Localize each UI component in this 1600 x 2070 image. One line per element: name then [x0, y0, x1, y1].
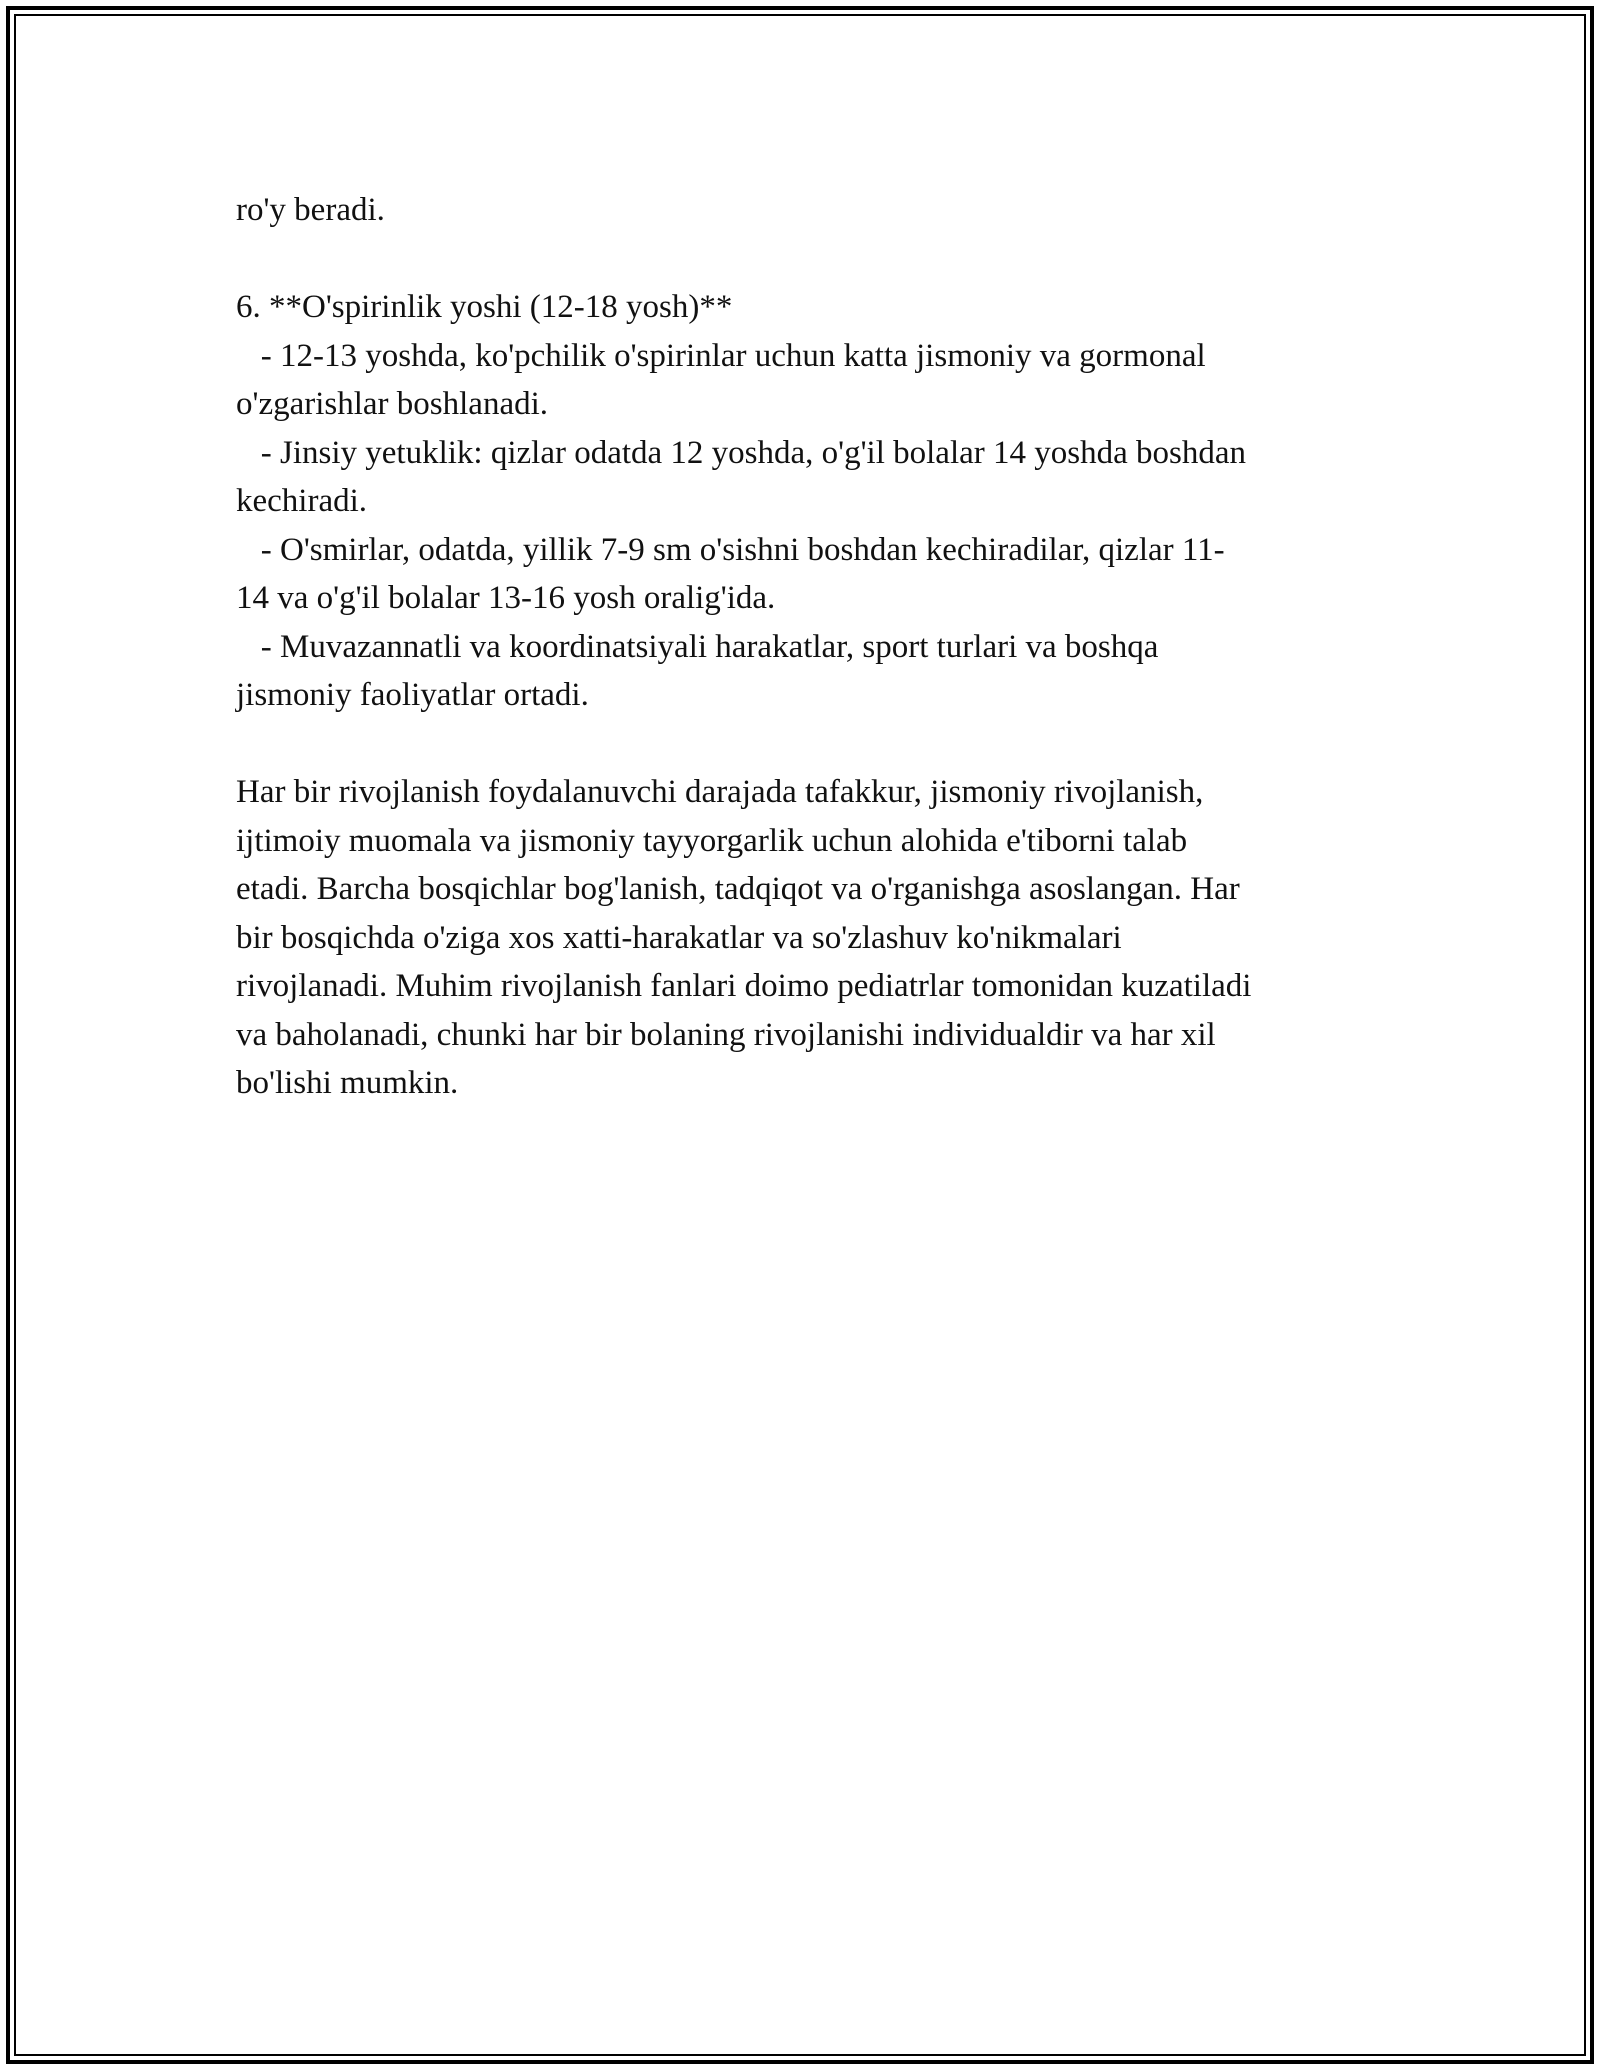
section-adolescence — [236, 283, 1366, 720]
summary-line: bo'lishi mumkin. — [236, 1065, 459, 1101]
bullet-item — [236, 332, 1366, 429]
summary-line: etadi. Barcha bosqichlar bog'lanish, tadqiqot va o'rganishga asoslangan. Har — [236, 871, 1240, 907]
bullet-line: - Jinsiy yetuklik: qizlar odatda 12 yoshda, o'g'il bolalar 14 yoshda boshdan — [236, 434, 1246, 471]
bullet-item — [236, 623, 1366, 720]
bullet-line: - Muvazannatli va koordinatsiyali harakatlar, sport turlari va boshqa — [236, 628, 1159, 665]
section-heading: 6. **O'spirinlik yoshi (12-18 yosh)** — [236, 289, 733, 325]
paragraph-gap — [236, 720, 1366, 769]
bullet-line: - 12-13 yoshda, ko'pchilik o'spirinlar uchun katta jismoniy va gormonal — [236, 337, 1206, 374]
bullet-line: o'zgarishlar boshlanadi. — [236, 386, 549, 422]
summary-line: rivojlanadi. Muhim rivojlanish fanlari doimo pediatrlar tomonidan kuzatiladi — [236, 968, 1252, 1004]
bullet-item — [236, 526, 1366, 623]
document-body — [236, 186, 1366, 1108]
continuation-text: ro'y beradi. — [236, 192, 385, 228]
paragraph-gap — [236, 235, 1366, 284]
summary-line: bir bosqichda o'ziga xos xatti-harakatlar va so'zlashuv ko'nikmalari — [236, 919, 1122, 956]
summary-paragraph — [236, 768, 1366, 1108]
bullet-line: kechiradi. — [236, 483, 368, 519]
summary-line: ijtimoiy muomala va jismoniy tayyorgarlik uchun alohida e'tiborni talab — [236, 822, 1188, 859]
bullet-line: - O'smirlar, odatda, yillik 7-9 sm o'sishni boshdan kechiradilar, qizlar 11- — [236, 531, 1225, 568]
bullet-item — [236, 429, 1366, 526]
summary-line: va baholanadi, chunki har bir bolaning rivojlanishi individualdir va har xil — [236, 1016, 1216, 1053]
summary-line: Har bir rivojlanish foydalanuvchi darajada tafakkur, jismoniy rivojlanish, — [236, 774, 1204, 810]
bullet-line: 14 va o'g'il bolalar 13-16 yosh oralig'ida. — [236, 580, 776, 616]
bullet-line: jismoniy faoliyatlar ortadi. — [236, 677, 589, 713]
